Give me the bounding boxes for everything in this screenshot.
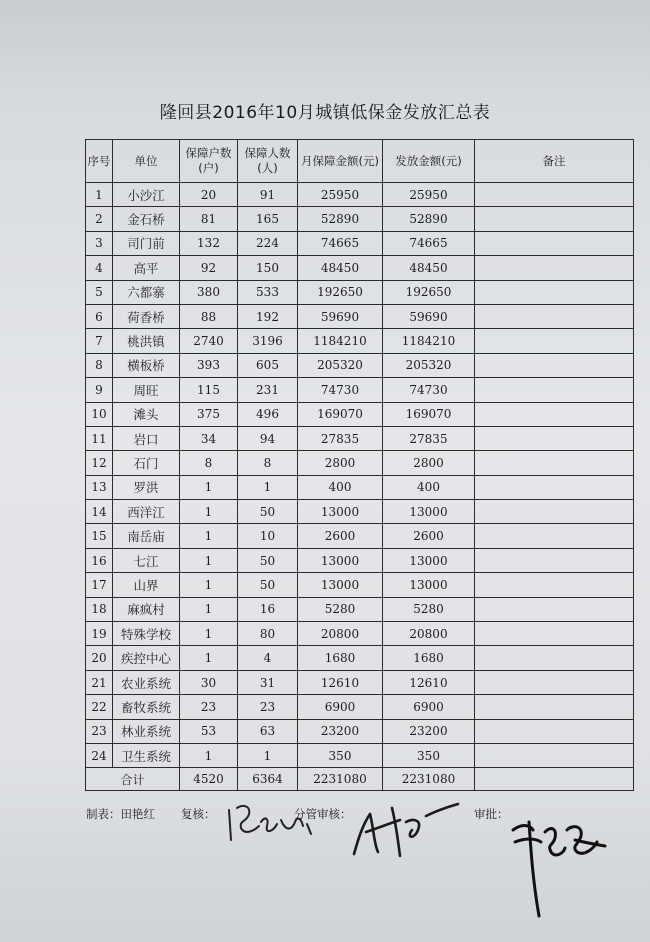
- row-remark: [475, 426, 634, 450]
- row-households: 1: [180, 646, 238, 670]
- reviewer-signature: [225, 800, 325, 850]
- document-title: 隆回县2016年10月城镇低保金发放汇总表: [159, 103, 491, 123]
- table-row: [86, 207, 634, 231]
- row-paid-amount: 192650: [383, 280, 475, 304]
- row-monthly-amount: 59690: [298, 304, 383, 328]
- row-unit: 周旺: [113, 378, 180, 402]
- row-paid-amount: 6900: [383, 695, 475, 719]
- row-people: 224: [238, 231, 298, 255]
- row-remark: [475, 573, 634, 597]
- row-remark: [475, 670, 634, 694]
- table-row: [86, 548, 634, 572]
- row-paid-amount: 13000: [383, 573, 475, 597]
- row-people: 192: [238, 304, 298, 328]
- row-people: 1: [238, 743, 298, 767]
- row-remark: [475, 524, 634, 548]
- row-people: 50: [238, 548, 298, 572]
- row-paid-amount: 74730: [383, 378, 475, 402]
- row-monthly-amount: 2600: [298, 524, 383, 548]
- supervisor-label: 分管审核：: [294, 807, 352, 821]
- row-people: 3196: [238, 329, 298, 353]
- row-monthly-amount: 13000: [298, 500, 383, 524]
- table-row: [86, 183, 634, 207]
- row-unit: 荷香桥: [113, 304, 180, 328]
- row-seq: 5: [86, 280, 113, 304]
- row-unit: 特殊学校: [113, 622, 180, 646]
- row-remark: [475, 353, 634, 377]
- row-households: 375: [180, 402, 238, 426]
- row-paid-amount: 27835: [383, 426, 475, 450]
- row-unit: 岩口: [113, 426, 180, 450]
- table-row: [86, 646, 634, 670]
- row-seq: 18: [86, 597, 113, 621]
- row-households: 88: [180, 304, 238, 328]
- row-seq: 17: [86, 573, 113, 597]
- row-monthly-amount: 192650: [298, 280, 383, 304]
- row-remark: [475, 548, 634, 572]
- table-row: [86, 597, 634, 621]
- row-monthly-amount: 74665: [298, 231, 383, 255]
- row-households: 1: [180, 573, 238, 597]
- total-households: 4520: [180, 768, 238, 791]
- table-row: [86, 231, 634, 255]
- row-remark: [475, 695, 634, 719]
- row-remark: [475, 329, 634, 353]
- total-label: 合计: [86, 768, 180, 791]
- row-paid-amount: 2600: [383, 524, 475, 548]
- row-households: 8: [180, 451, 238, 475]
- row-households: 393: [180, 353, 238, 377]
- row-paid-amount: 13000: [383, 548, 475, 572]
- table-row: [86, 622, 634, 646]
- row-seq: 24: [86, 743, 113, 767]
- row-remark: [475, 743, 634, 767]
- row-remark: [475, 256, 634, 280]
- row-unit: 七江: [113, 548, 180, 572]
- row-monthly-amount: 12610: [298, 670, 383, 694]
- row-seq: 6: [86, 304, 113, 328]
- row-households: 23: [180, 695, 238, 719]
- total-paid-amount: 2231080: [383, 768, 475, 791]
- approver-label: 审批：: [474, 807, 509, 821]
- row-seq: 23: [86, 719, 113, 743]
- row-people: 4: [238, 646, 298, 670]
- row-people: 496: [238, 402, 298, 426]
- header-monthly-amount: 月保障金额(元): [298, 140, 383, 183]
- header-seq: 序号: [86, 140, 113, 183]
- row-remark: [475, 597, 634, 621]
- header-people: 保障人数(人): [238, 140, 298, 183]
- table-row: [86, 524, 634, 548]
- row-paid-amount: 59690: [383, 304, 475, 328]
- row-seq: 21: [86, 670, 113, 694]
- row-paid-amount: 400: [383, 475, 475, 499]
- row-monthly-amount: 25950: [298, 183, 383, 207]
- row-monthly-amount: 5280: [298, 597, 383, 621]
- row-people: 231: [238, 378, 298, 402]
- row-people: 80: [238, 622, 298, 646]
- header-paid-amount: 发放金额(元): [383, 140, 475, 183]
- row-seq: 8: [86, 353, 113, 377]
- row-households: 81: [180, 207, 238, 231]
- row-people: 23: [238, 695, 298, 719]
- row-households: 380: [180, 280, 238, 304]
- row-paid-amount: 52890: [383, 207, 475, 231]
- table-row: [86, 280, 634, 304]
- row-seq: 10: [86, 402, 113, 426]
- row-monthly-amount: 20800: [298, 622, 383, 646]
- row-unit: 卫生系统: [113, 743, 180, 767]
- row-people: 50: [238, 573, 298, 597]
- row-paid-amount: 169070: [383, 402, 475, 426]
- row-people: 63: [238, 719, 298, 743]
- row-unit: 罗洪: [113, 475, 180, 499]
- row-monthly-amount: 48450: [298, 256, 383, 280]
- row-unit: 麻疯村: [113, 597, 180, 621]
- row-unit: 畜牧系统: [113, 695, 180, 719]
- row-paid-amount: 74665: [383, 231, 475, 255]
- row-paid-amount: 1184210: [383, 329, 475, 353]
- row-remark: [475, 475, 634, 499]
- row-unit: 小沙江: [113, 183, 180, 207]
- row-remark: [475, 378, 634, 402]
- row-monthly-amount: 27835: [298, 426, 383, 450]
- row-people: 1: [238, 475, 298, 499]
- row-monthly-amount: 1680: [298, 646, 383, 670]
- total-remark: [475, 768, 634, 791]
- row-households: 115: [180, 378, 238, 402]
- row-unit: 西洋江: [113, 500, 180, 524]
- row-unit: 六都寨: [113, 280, 180, 304]
- table-row: [86, 426, 634, 450]
- row-households: 1: [180, 622, 238, 646]
- row-households: 132: [180, 231, 238, 255]
- row-monthly-amount: 2800: [298, 451, 383, 475]
- table-row: [86, 402, 634, 426]
- row-remark: [475, 622, 634, 646]
- row-households: 53: [180, 719, 238, 743]
- row-unit: 横板桥: [113, 353, 180, 377]
- row-paid-amount: 2800: [383, 451, 475, 475]
- table-row: [86, 475, 634, 499]
- row-seq: 1: [86, 183, 113, 207]
- row-monthly-amount: 13000: [298, 548, 383, 572]
- row-monthly-amount: 169070: [298, 402, 383, 426]
- row-seq: 12: [86, 451, 113, 475]
- row-unit: 山界: [113, 573, 180, 597]
- preparer-label: 制表：田艳红: [86, 807, 155, 821]
- row-monthly-amount: 400: [298, 475, 383, 499]
- row-seq: 13: [86, 475, 113, 499]
- row-people: 10: [238, 524, 298, 548]
- row-paid-amount: 1680: [383, 646, 475, 670]
- row-seq: 19: [86, 622, 113, 646]
- table-row: [86, 743, 634, 767]
- row-paid-amount: 5280: [383, 597, 475, 621]
- row-monthly-amount: 6900: [298, 695, 383, 719]
- row-households: 1: [180, 743, 238, 767]
- row-unit: 农业系统: [113, 670, 180, 694]
- row-people: 533: [238, 280, 298, 304]
- row-unit: 司门前: [113, 231, 180, 255]
- supervisor-signature: [348, 800, 468, 862]
- row-monthly-amount: 205320: [298, 353, 383, 377]
- row-remark: [475, 402, 634, 426]
- row-seq: 15: [86, 524, 113, 548]
- summary-table: [85, 139, 634, 791]
- row-paid-amount: 20800: [383, 622, 475, 646]
- row-monthly-amount: 1184210: [298, 329, 383, 353]
- reviewer-label: 复核：: [181, 807, 216, 821]
- row-unit: 疾控中心: [113, 646, 180, 670]
- table-row: [86, 353, 634, 377]
- row-households: 34: [180, 426, 238, 450]
- row-people: 605: [238, 353, 298, 377]
- row-unit: 滩头: [113, 402, 180, 426]
- row-paid-amount: 25950: [383, 183, 475, 207]
- table-row: [86, 378, 634, 402]
- row-remark: [475, 500, 634, 524]
- row-remark: [475, 207, 634, 231]
- row-paid-amount: 23200: [383, 719, 475, 743]
- table-row: [86, 670, 634, 694]
- row-seq: 20: [86, 646, 113, 670]
- table-row: [86, 451, 634, 475]
- row-households: 1: [180, 475, 238, 499]
- row-seq: 2: [86, 207, 113, 231]
- row-unit: 林业系统: [113, 719, 180, 743]
- table-row: [86, 573, 634, 597]
- row-people: 16: [238, 597, 298, 621]
- table-row: [86, 500, 634, 524]
- row-monthly-amount: 52890: [298, 207, 383, 231]
- row-households: 92: [180, 256, 238, 280]
- row-households: 20: [180, 183, 238, 207]
- table-row: [86, 256, 634, 280]
- row-households: 30: [180, 670, 238, 694]
- row-people: 150: [238, 256, 298, 280]
- row-unit: 石门: [113, 451, 180, 475]
- row-households: 2740: [180, 329, 238, 353]
- row-people: 94: [238, 426, 298, 450]
- row-paid-amount: 13000: [383, 500, 475, 524]
- row-seq: 7: [86, 329, 113, 353]
- row-people: 31: [238, 670, 298, 694]
- table-row: [86, 719, 634, 743]
- table-row: [86, 304, 634, 328]
- row-people: 165: [238, 207, 298, 231]
- row-monthly-amount: 23200: [298, 719, 383, 743]
- row-households: 1: [180, 524, 238, 548]
- total-people: 6364: [238, 768, 298, 791]
- total-row: [86, 768, 634, 791]
- header-unit: 单位: [113, 140, 180, 183]
- row-monthly-amount: 350: [298, 743, 383, 767]
- row-seq: 14: [86, 500, 113, 524]
- table-row: [86, 329, 634, 353]
- row-remark: [475, 280, 634, 304]
- row-monthly-amount: 74730: [298, 378, 383, 402]
- header-households: 保障户数(户): [180, 140, 238, 183]
- row-seq: 16: [86, 548, 113, 572]
- row-households: 1: [180, 597, 238, 621]
- row-unit: 高平: [113, 256, 180, 280]
- row-seq: 11: [86, 426, 113, 450]
- row-people: 91: [238, 183, 298, 207]
- row-seq: 22: [86, 695, 113, 719]
- row-paid-amount: 12610: [383, 670, 475, 694]
- row-paid-amount: 350: [383, 743, 475, 767]
- row-remark: [475, 183, 634, 207]
- row-seq: 3: [86, 231, 113, 255]
- row-remark: [475, 451, 634, 475]
- row-paid-amount: 48450: [383, 256, 475, 280]
- row-households: 1: [180, 500, 238, 524]
- row-people: 8: [238, 451, 298, 475]
- table-header-row: [86, 140, 634, 183]
- row-monthly-amount: 13000: [298, 573, 383, 597]
- header-remark: 备注: [475, 140, 634, 183]
- row-unit: 桃洪镇: [113, 329, 180, 353]
- row-households: 1: [180, 548, 238, 572]
- row-unit: 南岳庙: [113, 524, 180, 548]
- row-seq: 4: [86, 256, 113, 280]
- row-unit: 金石桥: [113, 207, 180, 231]
- approver-signature: [505, 812, 615, 927]
- row-seq: 9: [86, 378, 113, 402]
- total-monthly-amount: 2231080: [298, 768, 383, 791]
- row-remark: [475, 304, 634, 328]
- row-remark: [475, 719, 634, 743]
- row-remark: [475, 646, 634, 670]
- row-remark: [475, 231, 634, 255]
- row-paid-amount: 205320: [383, 353, 475, 377]
- row-people: 50: [238, 500, 298, 524]
- table-row: [86, 695, 634, 719]
